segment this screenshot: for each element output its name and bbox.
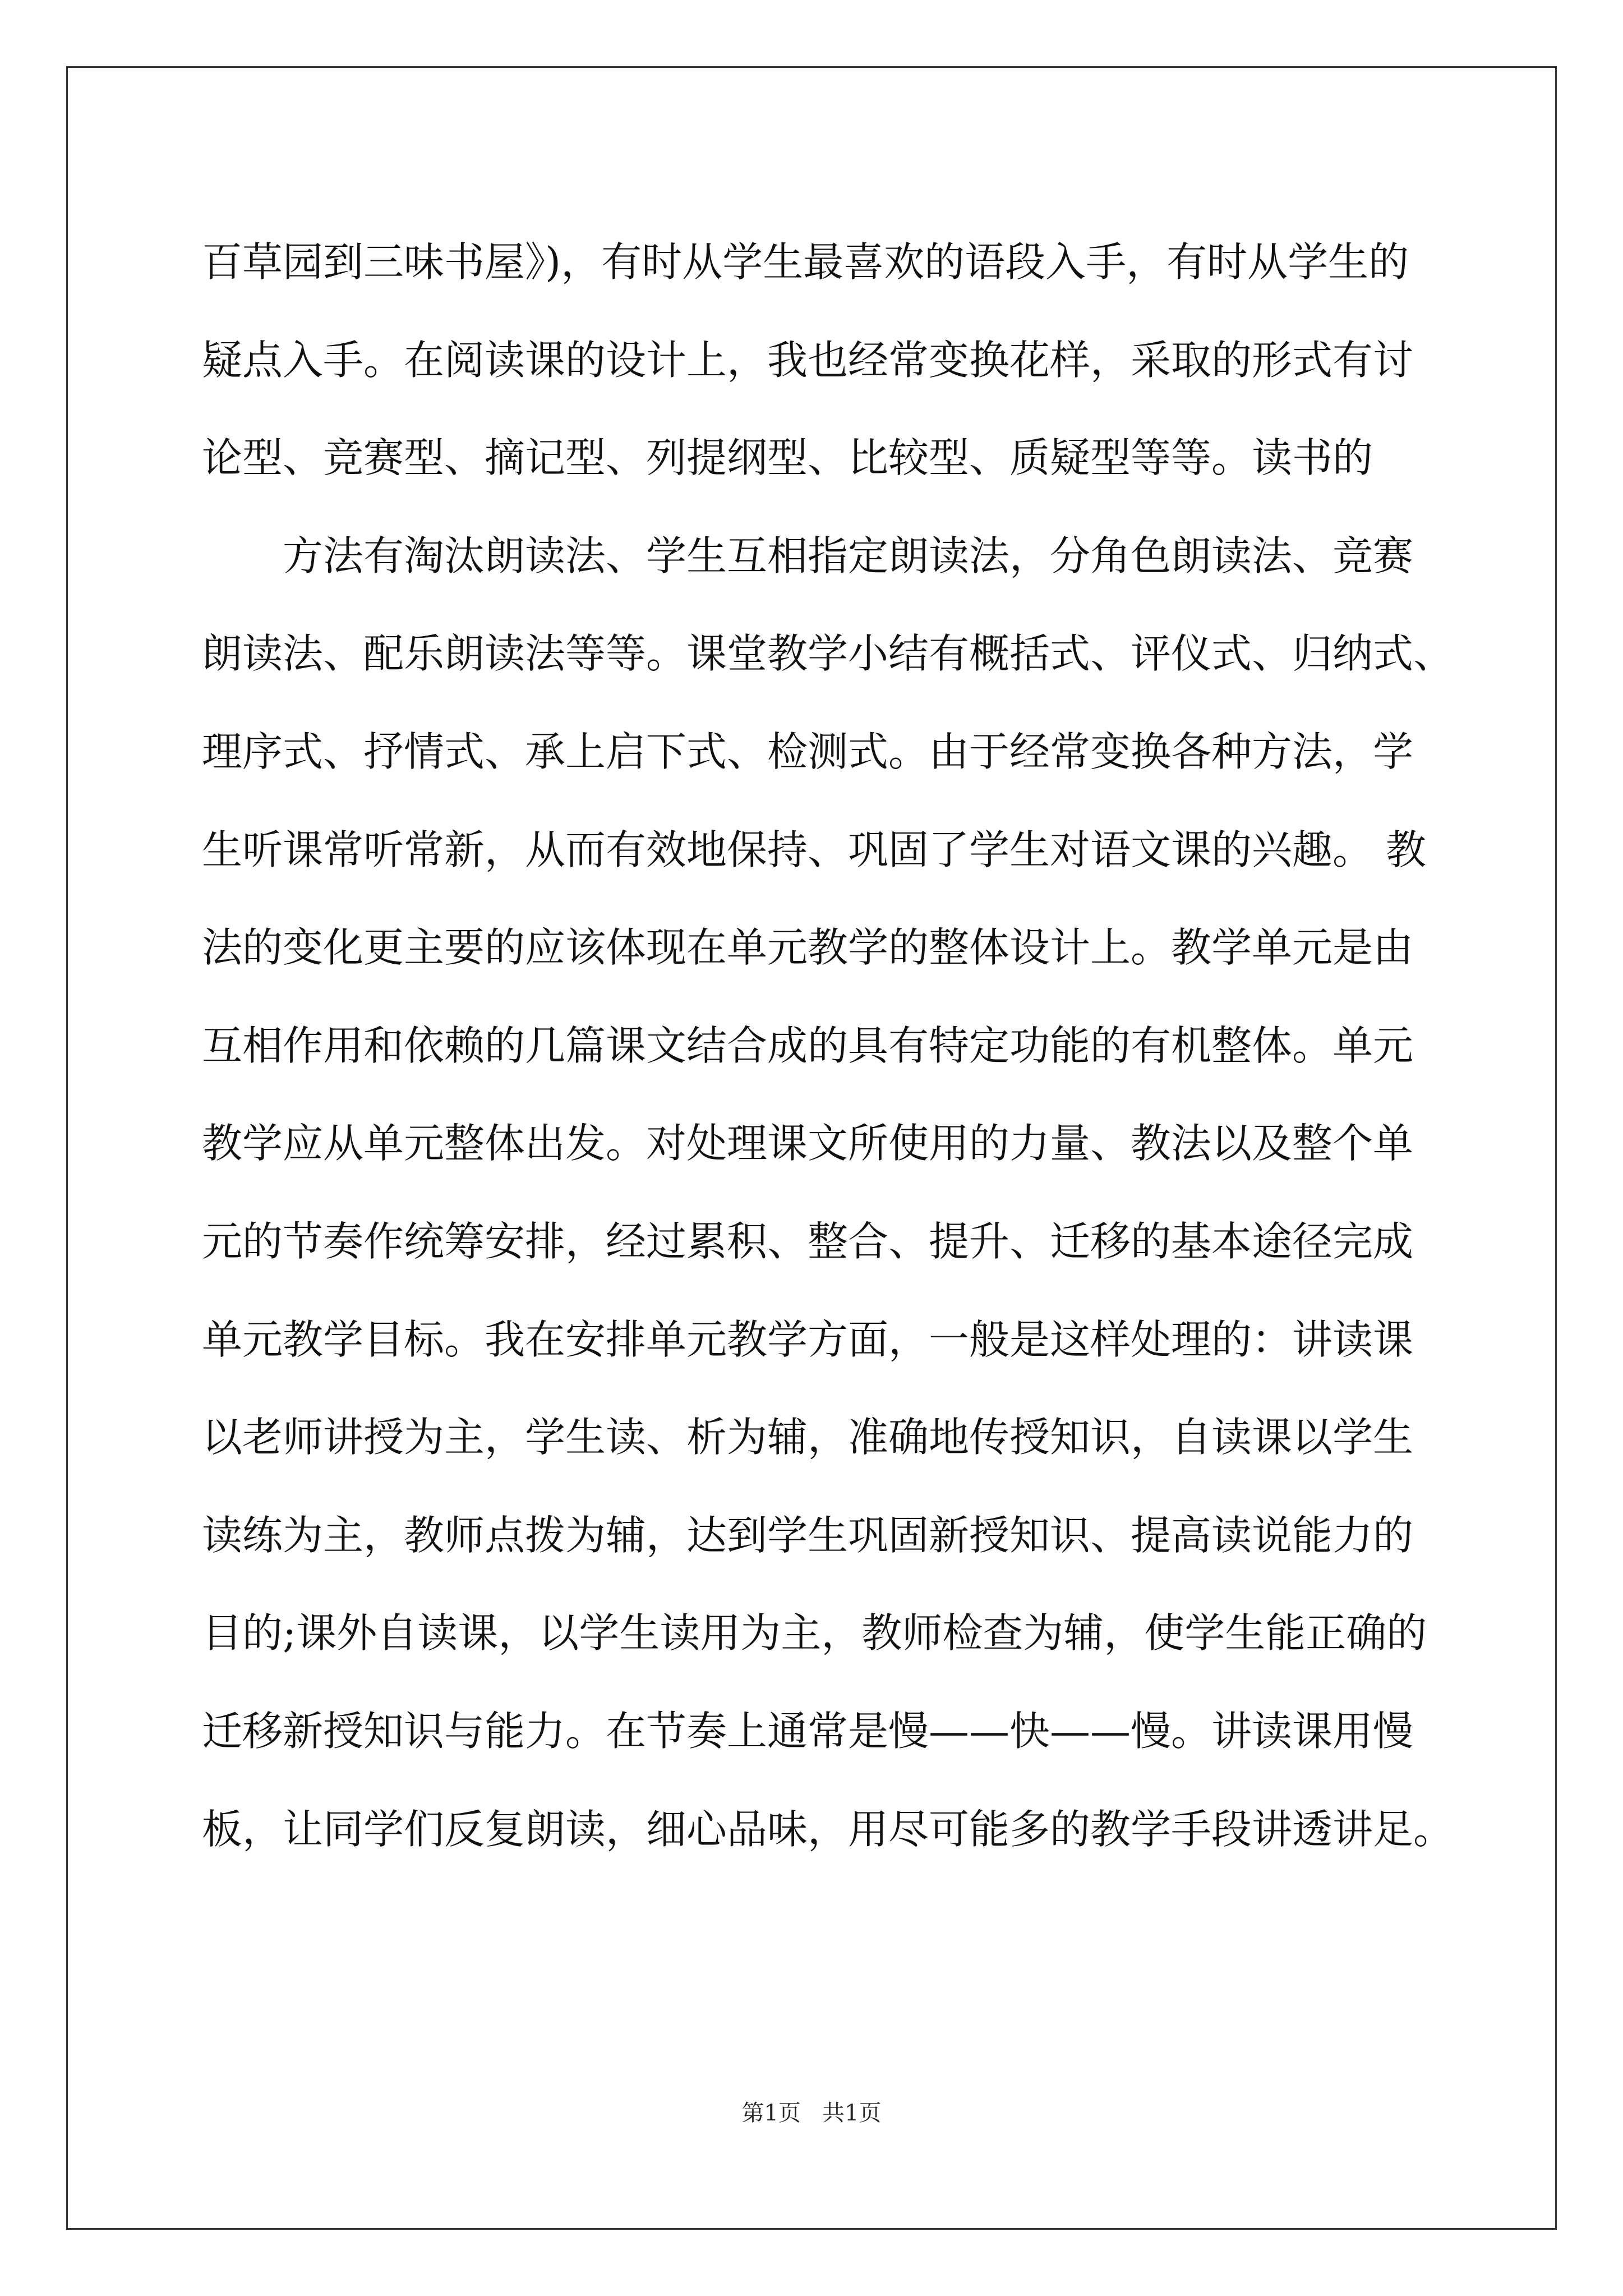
document-body xyxy=(202,213,1454,1878)
text-line: 读练为主，教师点拨为辅，达到学生巩固新授知识、提高读说能力的 xyxy=(202,1511,1414,1559)
text-line: 板，让同学们反复朗读，细心品味，用尽可能多的教学手段讲透讲足。 xyxy=(202,1805,1454,1853)
text-line: 方法有淘汰朗读法、学生互相指定朗读法，分角色朗读法、竞赛 xyxy=(283,532,1414,579)
text-line: 法的变化更主要的应该体现在单元教学的整体设计上。教学单元是由 xyxy=(202,924,1414,972)
page-footer: 第1页 共1页 xyxy=(741,2100,882,2126)
text-line: 元的节奏作统筹安排，经过累积、整合、提升、迁移的基本途径完成 xyxy=(202,1217,1414,1265)
text-line: 迁移新授知识与能力。在节奏上通常是慢——快——慢。讲读课用慢 xyxy=(202,1707,1414,1755)
text-line: 理序式、抒情式、承上启下式、检测式。由于经常变换各种方法，学 xyxy=(202,728,1414,775)
text-line: 教学应从单元整体出发。对处理课文所使用的力量、教法以及整个单 xyxy=(202,1120,1414,1167)
text-line: 互相作用和依赖的几篇课文结合成的具有特定功能的有机整体。单元 xyxy=(202,1022,1414,1069)
text-line: 以老师讲授为主，学生读、析为辅，准确地传授知识，自读课以学生 xyxy=(202,1414,1414,1461)
text-line: 朗读法、配乐朗读法等等。课堂教学小结有概括式、评仪式、归纳式、 xyxy=(202,630,1454,678)
text-line: 生听课常听常新，从而有效地保持、巩固了学生对语文课的兴趣。 教 xyxy=(202,826,1426,873)
text-line: 单元教学目标。我在安排单元教学方面，一般是这样处理的：讲读课 xyxy=(202,1315,1414,1363)
text-line: 百草园到三味书屋》)，有时从学生最喜欢的语段入手，有时从学生的 xyxy=(202,238,1409,286)
text-line: 疑点入手。在阅读课的设计上，我也经常变换花样，采取的形式有讨 xyxy=(202,336,1414,384)
text-line: 论型、竞赛型、摘记型、列提纲型、比较型、质疑型等等。读书的 xyxy=(202,434,1373,482)
text-line: 目的;课外自读课，以学生读用为主，教师检查为辅，使学生能正确的 xyxy=(202,1609,1427,1657)
